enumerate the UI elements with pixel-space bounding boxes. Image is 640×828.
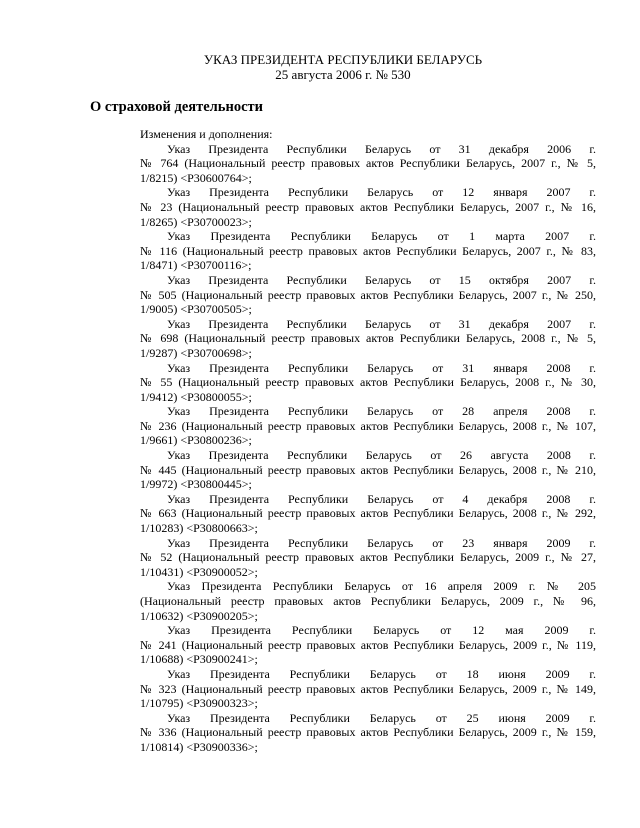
document-date-number: 25 августа 2006 г. № 530 — [275, 67, 411, 82]
amendments-label: Изменения и дополнения: — [140, 127, 273, 141]
amendment-line: 1/9412) <P30800055>; — [140, 389, 252, 404]
amendment-line: Указ Президента Республики Беларусь от 31 декабря 2006 г. — [167, 141, 596, 156]
amendment-line: № 663 (Национальный реестр правовых актов Республики Беларусь, 2008 г., № 292, — [140, 506, 596, 521]
amendment-paragraph — [140, 404, 596, 448]
amendment-line: 1/8265) <P30700023>; — [140, 214, 252, 229]
amendment-paragraph — [140, 579, 596, 623]
amendment-paragraph — [140, 317, 596, 361]
amendment-line: № 241 (Национальный реестр правовых актов Республики Беларусь, 2009 г., № 119, — [140, 637, 596, 652]
amendment-line: 1/10795) <P30900323>; — [140, 696, 258, 711]
amendment-paragraph — [140, 492, 596, 536]
amendment-line: Указ Президента Республики Беларусь от 16 апреля 2009 г. № 205 — [167, 579, 596, 594]
amendment-line: 1/10431) <P30900052>; — [140, 564, 258, 579]
amendment-line: Указ Президента Республики Беларусь от 15 октября 2007 г. — [167, 272, 596, 287]
amendment-line: 1/8215) <P30600764>; — [140, 170, 252, 185]
amendment-line: № 505 (Национальный реестр правовых актов Республики Беларусь, 2007 г., № 250, — [140, 287, 596, 302]
amendment-line: 1/9287) <P30700698>; — [140, 345, 252, 360]
amendment-line: № 698 (Национальный реестр правовых актов Республики Беларусь, 2008 г., № 5, — [140, 331, 596, 346]
amendment-paragraph — [140, 273, 596, 317]
amendment-paragraph — [140, 623, 596, 667]
amendment-line: 1/10814) <P30900336>; — [140, 739, 258, 754]
amendment-line: № 336 (Национальный реестр правовых актов Республики Беларусь, 2009 г., № 159, — [140, 725, 596, 740]
amendment-line: № 323 (Национальный реестр правовых актов Республики Беларусь, 2009 г., № 149, — [140, 681, 596, 696]
amendments-list — [140, 142, 596, 755]
amendment-line: № 23 (Национальный реестр правовых актов Республики Беларусь, 2007 г., № 16, — [140, 199, 596, 214]
amendment-line: Указ Президента Республики Беларусь от 12 января 2007 г. — [167, 185, 596, 200]
amendment-line: Указ Президента Республики Беларусь от 1 марта 2007 г. — [167, 229, 596, 244]
document-title: УКАЗ ПРЕЗИДЕНТА РЕСПУБЛИКИ БЕЛАРУСЬ — [203, 52, 483, 67]
amendment-line: Указ Президента Республики Беларусь от 26 августа 2008 г. — [167, 448, 596, 463]
amendment-line: 1/10283) <P30800663>; — [140, 521, 258, 536]
amendment-paragraph — [140, 448, 596, 492]
amendment-line: № 55 (Национальный реестр правовых актов Республики Беларусь, 2008 г., № 30, — [140, 375, 596, 390]
amendment-paragraph — [140, 361, 596, 405]
amendment-line: 1/8471) <P30700116>; — [140, 258, 252, 273]
amendment-line: 1/10688) <P30900241>; — [140, 652, 258, 667]
amendment-paragraph — [140, 536, 596, 580]
amendment-line: № 445 (Национальный реестр правовых актов Республики Беларусь, 2008 г., № 210, — [140, 462, 596, 477]
amendment-line: Указ Президента Республики Беларусь от 23 января 2009 г. — [167, 535, 596, 550]
amendment-line: Указ Президента Республики Беларусь от 4 декабря 2008 г. — [167, 491, 596, 506]
amendment-line: Указ Президента Республики Беларусь от 31 декабря 2007 г. — [167, 316, 596, 331]
amendment-line: Указ Президента Республики Беларусь от 28 апреля 2008 г. — [167, 404, 596, 419]
amendment-line: (Национальный реестр правовых актов Республики Беларусь, 2009 г., № 96, — [140, 594, 596, 608]
amendment-line: Указ Президента Республики Беларусь от 18 июня 2009 г. — [167, 666, 596, 681]
amendment-paragraph — [140, 142, 596, 186]
amendment-paragraph — [140, 711, 596, 755]
amendment-line: № 764 (Национальный реестр правовых актов Республики Беларусь, 2007 г., № 5, — [140, 156, 596, 171]
amendment-paragraph — [140, 185, 596, 229]
document-heading: О страховой деятельности — [90, 99, 263, 115]
amendment-paragraph — [140, 229, 596, 273]
amendment-line: 1/9972) <P30800445>; — [140, 477, 252, 492]
amendment-line: Указ Президента Республики Беларусь от 12 мая 2009 г. — [167, 623, 596, 638]
amendment-line: 1/9005) <P30700505>; — [140, 302, 252, 317]
amendment-line: № 52 (Национальный реестр правовых актов Республики Беларусь, 2009 г., № 27, — [140, 550, 596, 565]
amendments-block — [140, 127, 596, 755]
amendment-line: № 116 (Национальный реестр правовых актов Республики Беларусь, 2007 г., № 83, — [140, 243, 596, 258]
amendment-line: 1/9661) <P30800236>; — [140, 433, 252, 448]
amendment-paragraph — [140, 667, 596, 711]
amendment-line: Указ Президента Республики Беларусь от 31 января 2008 г. — [167, 360, 596, 375]
amendment-line: № 236 (Национальный реестр правовых актов Республики Беларусь, 2008 г., № 107, — [140, 418, 596, 433]
amendment-line: 1/10632) <P30900205>; — [140, 608, 258, 623]
amendment-line: Указ Президента Республики Беларусь от 25 июня 2009 г. — [167, 710, 596, 725]
